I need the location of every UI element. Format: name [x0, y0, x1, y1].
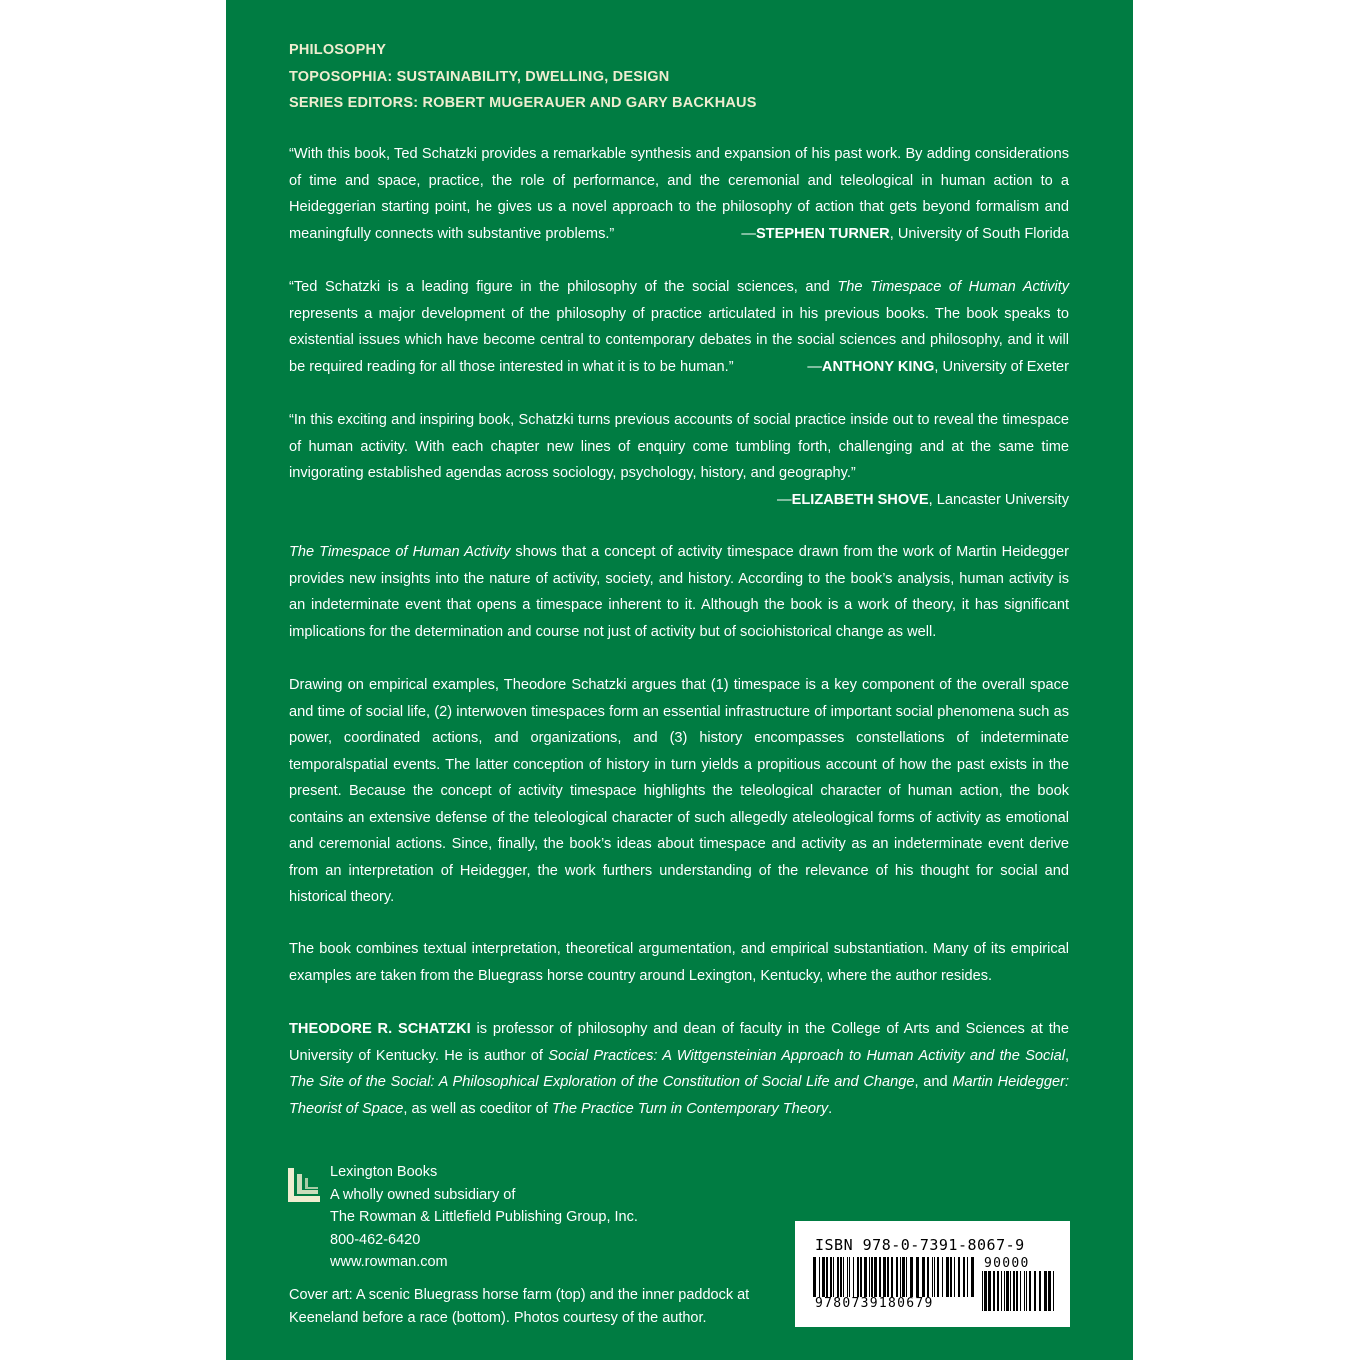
isbn-label: ISBN 978-0-7391-8067-9 [815, 1236, 1025, 1254]
publisher-parent: The Rowman & Littlefield Publishing Group, Inc. [330, 1209, 638, 1225]
series-header [289, 37, 757, 117]
publisher-name: Lexington Books [330, 1164, 438, 1180]
back-cover [226, 0, 1133, 1360]
publisher-subsidiary: A wholly owned subsidiary of [330, 1186, 516, 1203]
quote-attribution: —STEPHEN TURNER, University of South Florida [741, 225, 1069, 242]
lexington-books-logo-icon [288, 1168, 320, 1202]
description-paragraph-3: The book combines textual interpretation, theoretical argumentation, and empirical substantiation. Many of its empirical examples are taken from the Bluegrass horse country around Lexington, Kentucky, where the author resides. [289, 941, 1069, 984]
book-title: The Timespace of Human Activity [837, 279, 1069, 295]
series-title: TOPOSOPHIA: SUSTAINABILITY, DWELLING, DESIGN [289, 68, 670, 85]
author-name: THEODORE R. SCHATZKI [289, 1021, 471, 1037]
quote-affiliation: , Lancaster University [928, 491, 1069, 508]
book-title: Martin Heidegger: Theorist of Space [289, 1074, 1070, 1117]
quote-text: “With this book, Ted Schatzki provides a remarkable synthesis and expansion of his past work. By adding considerations of time and space, practice, the role of performance, and the ceremonial and teleological in human action to a Heideggerian starting point, he gives us a novel approach to the philosophy of action that gets beyond formalism and meaningfully connects with substantive problems.” [289, 146, 1069, 242]
quote-text: represents a major development of the philosophy of practice articulated in his previous books. The book speaks to existential issues which have become central to contemporary debates in the social sciences and philosophy, and it will be required reading for all those interested in what it is to be human.” [289, 305, 1069, 375]
book-title: Social Practices: A Wittgensteinian Approach to Human Activity and the Social [548, 1047, 1065, 1064]
description-paragraph-1: The Timespace of Human Activity shows that a concept of activity timespace drawn from the work of Martin Heidegger provides new insights into the nature of activity, society, and history. According to the book’s analysis, human activity is an indeterminate event that opens a timespace inherent to it. Although the book is a work of theory, it has significant implications for the determination and course not just of activity but of sociohistorical change as well. [289, 544, 1069, 640]
book-title: The Practice Turn in Contemporary Theory [551, 1100, 829, 1117]
quote-affiliation: , University of Exeter [934, 358, 1069, 375]
blurb-anthony-king [289, 274, 1069, 380]
quote-author: STEPHEN TURNER [755, 225, 890, 242]
category-label: PHILOSOPHY [289, 42, 387, 58]
cover-art-credit: Cover art: A scenic Bluegrass horse farm (top) and the inner paddock at Keeneland before a race (bottom). Photos courtesy of the author. [289, 1287, 750, 1326]
blurb-stephen-turner [289, 141, 1069, 247]
ean-digits: 9780739180679 [815, 1296, 934, 1311]
description-paragraph-2: Drawing on empirical examples, Theodore Schatzki argues that (1) timespace is a key component of the overall space and time of social life, (2) interwoven timespaces form an essential infrastructure of important social phenomena such as power, coordinated actions, and organizations, and (3) history encompasses constellations of indeterminate temporalspatial events. The latter conception of history in turn yields a propitious account of how the past exists in the present. Because the concept of activity timespace highlights the teleological character of human action, the book contains an extensive defense of the teleological character of such allegedly ateleological forms of activity as emotional and ceremonial actions. Since, finally, the book’s ideas about timespace and activity as an indeterminate event derive from an interpretation of Heidegger, the work furthers understanding of the relevance of his thought for social and historical theory. [289, 677, 1069, 905]
book-title: The Site of the Social: A Philosophical Exploration of the Constitution of Social Life and Change [289, 1074, 915, 1090]
addon-barcode-bars [982, 1271, 1054, 1311]
quote-attribution: —ELIZABETH SHOVE, Lancaster University [777, 491, 1069, 508]
publisher-website: www.rowman.com [330, 1254, 448, 1270]
quote-affiliation: , University of South Florida [889, 225, 1069, 242]
quote-text: “In this exciting and inspiring book, Schatzki turns previous accounts of social practice inside out to reveal the timespace of human activity. With each chapter new lines of enquiry come tumbling forth, challenging and at the same time invigorating established agendas across sociology, psychology, history, and geography.” [289, 412, 1069, 481]
series-editors: SERIES EDITORS: ROBERT MUGERAUER AND GARY BACKHAUS [289, 95, 757, 111]
quote-author: ELIZABETH SHOVE [791, 491, 929, 508]
quote-attribution: —ANTHONY KING, University of Exeter [807, 358, 1069, 375]
quote-text: “Ted Schatzki is a leading figure in the philosophy of the social sciences, and [289, 279, 838, 295]
isbn-barcode [795, 1221, 1070, 1327]
author-bio: THEODORE R. SCHATZKI is professor of philosophy and dean of faculty in the College of Arts and Sciences at the University of Kentucky. He is author of Social Practices: A Wittgensteinian Approach to Human Activity and the Social, The Site of the Social: A Philosophical Exploration of the Constitution of Social Life and Change, and Martin Heidegger: Theorist of Space, as well as coeditor of The Practice Turn in Contemporary Theory. [289, 1021, 1070, 1117]
addon-digits: 90000 [984, 1256, 1030, 1271]
quote-author: ANTHONY KING [821, 358, 935, 375]
blurb-elizabeth-shove [289, 407, 1069, 513]
book-title: The Timespace of Human Activity [289, 544, 511, 560]
publisher-info [330, 1161, 638, 1274]
publisher-phone: 800-462-6420 [330, 1231, 421, 1248]
ean-barcode-bars [813, 1257, 975, 1297]
